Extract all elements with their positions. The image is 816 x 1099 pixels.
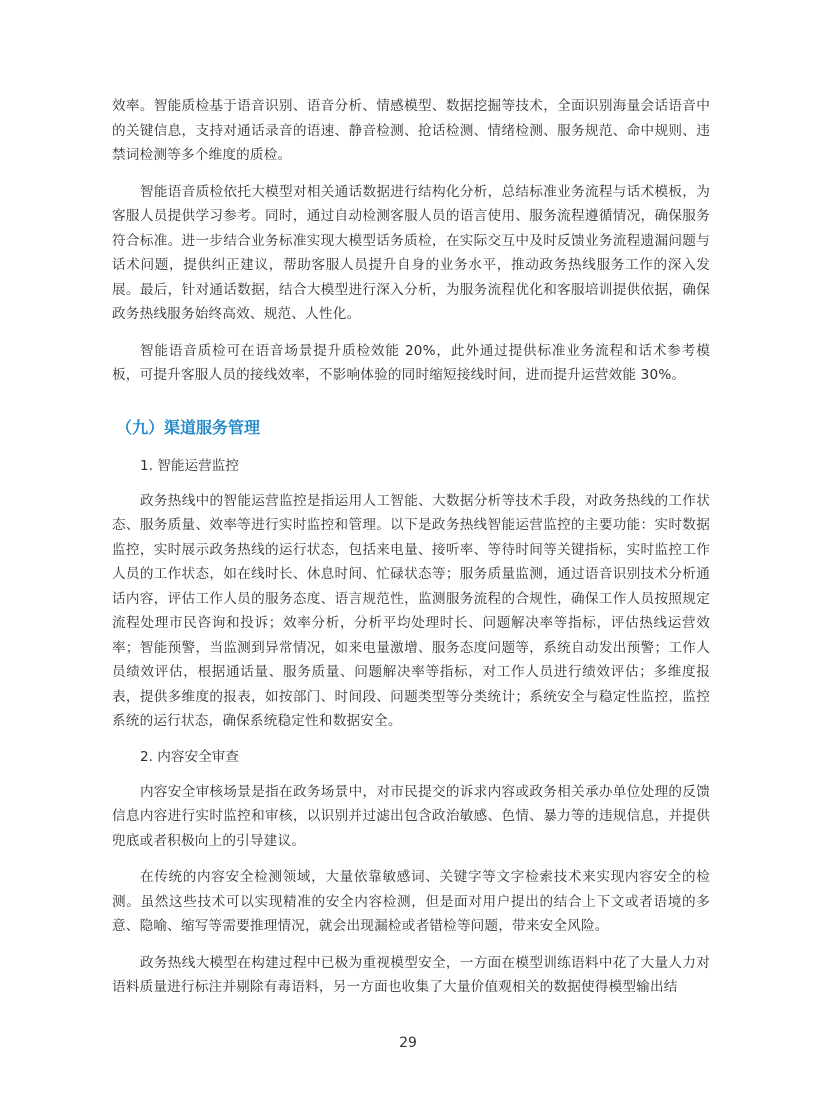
paragraph-model-safety: 政务热线大模型在构建过程中已极为重视模型安全，一方面在模型训练语料中花了大量人力对语料质量进行标注并剔除有毒语料，另一方面也收集了大量价值观相关的数据使得模型输出结: [112, 954, 710, 995]
paragraph-quality-inspection-intro: 效率。智能质检基于语音识别、语音分析、情感模型、数据挖掘等技术，全面识别海量会话语音中的关键信息，支持对通话录音的语速、静音检测、抢话检测、情绪检测、服务规范、命中规则、违禁词检测等多个维度的质检。: [112, 98, 710, 163]
subheading-content-security: 2. 内容安全审查: [140, 748, 239, 765]
paragraph-traditional-detection: 在传统的内容安全检测领域，大量依靠敏感词、关键字等文字检索技术来实现内容安全的检测。虽然这些技术可以实现精准的安全内容检测，但是面对用户提出的结合上下文或者语境的多意、隐喻、缩写等需要推理情况，就会出现漏检或者错检等问题，带来安全风险。: [112, 869, 710, 934]
paragraph-operations-monitoring: 政务热线中的智能运营监控是指运用人工智能、大数据分析等技术手段，对政务热线的工作状态、服务质量、效率等进行实时监控和管理。以下是政务热线智能运营监控的主要功能：实时数据监控，实时展示政务热线的运行状态，包括来电量、接听率、等待时间等关键指标，实时监控工作人员的工作状态，如在线时长、休息时间、忙碌状态等；服务质量监测，通过语音识别技术分析通话内容，评估工作人员的服务态度、语言规范性，监测服务流程的合规性，确保工作人员按照规定流程处理市民咨询和投诉；效率分析，分析平均处理时长、问题解决率等指标，评估热线运营效率；智能预警，当监测到异常情况，如来电量激增、服务态度问题等，系统自动发出预警；工作人员绩效评估，根据通话量、服务质量、问题解决率等指标，对工作人员进行绩效评估；多维度报表，提供多维度的报表，如按部门、时间段、问题类型等分类统计；系统安全与稳定性监控，监控系统的运行状态，确保系统稳定性和数据安全。: [112, 492, 710, 729]
section-heading-channel-service: （九）渠道服务管理: [116, 417, 261, 437]
subheading-operations-monitoring: 1. 智能运营监控: [140, 457, 239, 474]
page-content: [112, 94, 710, 1000]
paragraph-voice-quality-model: 智能语音质检依托大模型对相关通话数据进行结构化分析，总结标准业务流程与话术模板，为客服人员提供学习参考。同时，通过自动检测客服人员的语言使用、服务流程遵循情况，确保服务符合标准。进一步结合业务标准实现大模型话务质检，在实际交互中及时反馈业务流程遗漏问题与话术问题，提供纠正建议，帮助客服人员提升自身的业务水平，推动政务热线服务工作的深入发展。最后，针对通话数据，结合大模型进行深入分析，为服务流程优化和客服培训提供依据，确保政务热线服务始终高效、规范、人性化。: [112, 183, 710, 322]
paragraph-efficiency-gain: 智能语音质检可在语音场景提升质检效能 20%，此外通过提供标准业务流程和话术参考模板，可提升客服人员的接线效率，不影响体验的同时缩短接线时间，进而提升运营效能 30%。: [112, 342, 710, 383]
paragraph-content-review-scene: 内容安全审核场景是指在政务场景中，对市民提交的诉求内容或政务相关承办单位处理的反馈信息内容进行实时监控和审核，以识别并过滤出包含政治敏感、色情、暴力等的违规信息，并提供兜底或者积极向上的引导建议。: [112, 783, 710, 849]
page-number: 29: [399, 1035, 417, 1051]
